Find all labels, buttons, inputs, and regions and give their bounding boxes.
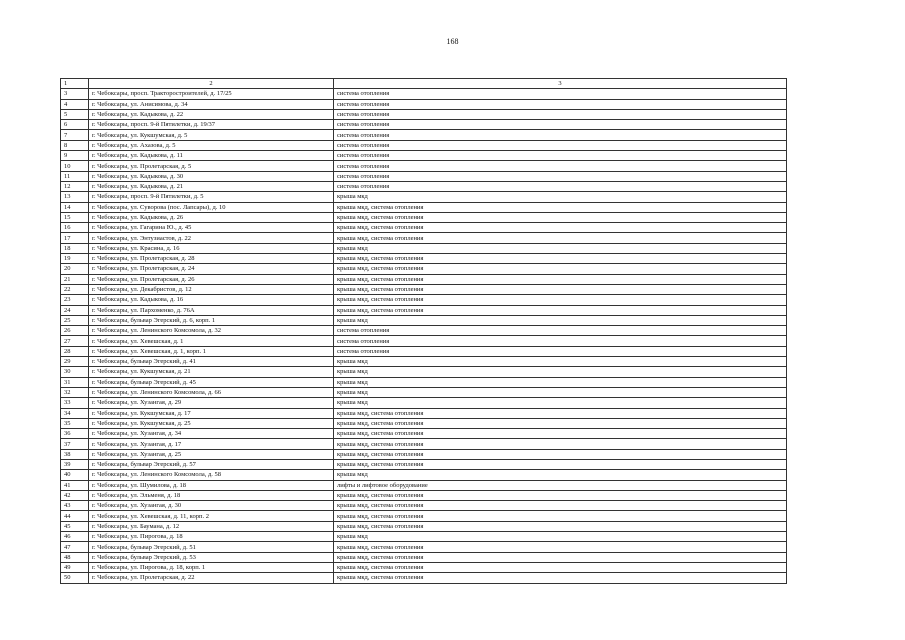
address-cell: г. Чебоксары, ул. Баумана, д. 12 — [89, 521, 334, 531]
column-header-3: 3 — [334, 79, 787, 89]
table-row — [61, 357, 787, 367]
row-number: 49 — [61, 562, 89, 572]
work-type-cell: крыша мкд, система отопления — [334, 501, 787, 511]
repair-table — [60, 78, 787, 584]
table-row — [61, 233, 787, 243]
table-row — [61, 573, 787, 583]
row-number: 24 — [61, 305, 89, 315]
work-type-cell: система отопления — [334, 326, 787, 336]
work-type-cell: крыша мкд, система отопления — [334, 573, 787, 583]
row-number: 6 — [61, 120, 89, 130]
work-type-cell: система отопления — [334, 181, 787, 191]
work-type-cell: крыша мкд, система отопления — [334, 305, 787, 315]
work-type-cell: крыша мкд, система отопления — [334, 264, 787, 274]
table-header — [61, 79, 787, 89]
row-number: 47 — [61, 542, 89, 552]
address-cell: г. Чебоксары, ул. Гагарина Ю., д. 45 — [89, 223, 334, 233]
table-row — [61, 501, 787, 511]
work-type-cell: крыша мкд, система отопления — [334, 542, 787, 552]
address-cell: г. Чебоксары, ул. Кадыкова, д. 26 — [89, 212, 334, 222]
address-cell: г. Чебоксары, ул. Кукшумская, д. 25 — [89, 418, 334, 428]
work-type-cell: крыша мкд — [334, 398, 787, 408]
row-number: 14 — [61, 202, 89, 212]
row-number: 36 — [61, 429, 89, 439]
address-cell: г. Чебоксары, ул. Кадыкова, д. 21 — [89, 181, 334, 191]
row-number: 9 — [61, 151, 89, 161]
table-row — [61, 377, 787, 387]
address-cell: г. Чебоксары, ул. Пролетарская, д. 26 — [89, 274, 334, 284]
work-type-cell: крыша мкд, система отопления — [334, 449, 787, 459]
table-row — [61, 264, 787, 274]
row-number: 42 — [61, 490, 89, 500]
address-cell: г. Чебоксары, ул. Шумилова, д. 18 — [89, 480, 334, 490]
row-number: 40 — [61, 470, 89, 480]
address-cell: г. Чебоксары, ул. Суворова (пос. Лапсары), д. 10 — [89, 202, 334, 212]
table-row — [61, 418, 787, 428]
work-type-cell: система отопления — [334, 130, 787, 140]
table-row — [61, 408, 787, 418]
address-cell: г. Чебоксары, ул. Кадыкова, д. 30 — [89, 171, 334, 181]
table-row — [61, 99, 787, 109]
table-row — [61, 161, 787, 171]
row-number: 33 — [61, 398, 89, 408]
row-number: 29 — [61, 357, 89, 367]
address-cell: г. Чебоксары, ул. Хузангая, д. 34 — [89, 429, 334, 439]
table-row — [61, 490, 787, 500]
work-type-cell: крыша мкд, система отопления — [334, 562, 787, 572]
table-row — [61, 295, 787, 305]
row-number: 28 — [61, 346, 89, 356]
row-number: 27 — [61, 336, 89, 346]
table-row — [61, 284, 787, 294]
table-row — [61, 274, 787, 284]
address-cell: г. Чебоксары, просп. 9-й Пятилетки, д. 19/37 — [89, 120, 334, 130]
address-cell: г. Чебоксары, ул. Анисимова, д. 34 — [89, 99, 334, 109]
address-cell: г. Чебоксары, ул. Пирогова, д. 18 — [89, 532, 334, 542]
table-row — [61, 480, 787, 490]
row-number: 8 — [61, 140, 89, 150]
work-type-cell: система отопления — [334, 120, 787, 130]
work-type-cell: крыша мкд — [334, 192, 787, 202]
work-type-cell: система отопления — [334, 161, 787, 171]
row-number: 16 — [61, 223, 89, 233]
work-type-cell: крыша мкд, система отопления — [334, 202, 787, 212]
row-number: 37 — [61, 439, 89, 449]
table-row — [61, 562, 787, 572]
address-cell: г. Чебоксары, ул. Кукшумская, д. 21 — [89, 367, 334, 377]
row-number: 22 — [61, 284, 89, 294]
row-number: 45 — [61, 521, 89, 531]
table-body — [61, 89, 787, 583]
header-row — [61, 79, 787, 89]
row-number: 17 — [61, 233, 89, 243]
row-number: 35 — [61, 418, 89, 428]
table-row — [61, 109, 787, 119]
address-cell: г. Чебоксары, ул. Красина, д. 16 — [89, 243, 334, 253]
row-number: 41 — [61, 480, 89, 490]
address-cell: г. Чебоксары, ул. Хевешская, д. 1, корп. 1 — [89, 346, 334, 356]
table-row — [61, 439, 787, 449]
table-row — [61, 532, 787, 542]
table-row — [61, 326, 787, 336]
table-row — [61, 192, 787, 202]
address-cell: г. Чебоксары, ул. Пролетарская, д. 24 — [89, 264, 334, 274]
work-type-cell: система отопления — [334, 171, 787, 181]
work-type-cell: крыша мкд — [334, 532, 787, 542]
table-row — [61, 398, 787, 408]
row-number: 15 — [61, 212, 89, 222]
row-number: 32 — [61, 387, 89, 397]
work-type-cell: крыша мкд, система отопления — [334, 521, 787, 531]
work-type-cell: система отопления — [334, 99, 787, 109]
address-cell: г. Чебоксары, ул. Ленинского Комсомола, д. 32 — [89, 326, 334, 336]
table-row — [61, 315, 787, 325]
work-type-cell: крыша мкд, система отопления — [334, 295, 787, 305]
work-type-cell: крыша мкд, система отопления — [334, 408, 787, 418]
address-cell: г. Чебоксары, ул. Кадыкова, д. 16 — [89, 295, 334, 305]
row-number: 38 — [61, 449, 89, 459]
table-row — [61, 181, 787, 191]
work-type-cell: крыша мкд — [334, 387, 787, 397]
address-cell: г. Чебоксары, ул. Хузангая, д. 25 — [89, 449, 334, 459]
table-row — [61, 140, 787, 150]
work-type-cell: крыша мкд, система отопления — [334, 233, 787, 243]
table-row — [61, 120, 787, 130]
address-cell: г. Чебоксары, бульвар Эгерский, д. 57 — [89, 459, 334, 469]
address-cell: г. Чебоксары, просп. Тракторостроителей, д. 17/25 — [89, 89, 334, 99]
address-cell: г. Чебоксары, ул. Пролетарская, д. 22 — [89, 573, 334, 583]
work-type-cell: крыша мкд — [334, 243, 787, 253]
row-number: 23 — [61, 295, 89, 305]
work-type-cell: крыша мкд, система отопления — [334, 418, 787, 428]
row-number: 48 — [61, 552, 89, 562]
table-row — [61, 511, 787, 521]
address-cell: г. Чебоксары, ул. Хевешская, д. 11, корп. 2 — [89, 511, 334, 521]
table-row — [61, 429, 787, 439]
row-number: 43 — [61, 501, 89, 511]
row-number: 3 — [61, 89, 89, 99]
table-row — [61, 470, 787, 480]
table-row — [61, 202, 787, 212]
row-number: 39 — [61, 459, 89, 469]
table-row — [61, 542, 787, 552]
row-number: 5 — [61, 109, 89, 119]
address-cell: г. Чебоксары, бульвар Эгерский, д. 53 — [89, 552, 334, 562]
work-type-cell: крыша мкд, система отопления — [334, 511, 787, 521]
table-row — [61, 336, 787, 346]
table-row — [61, 89, 787, 99]
address-cell: г. Чебоксары, ул. Энтузиастов, д. 22 — [89, 233, 334, 243]
address-cell: г. Чебоксары, ул. Ленинского Комсомола, д. 66 — [89, 387, 334, 397]
table-row — [61, 223, 787, 233]
row-number: 18 — [61, 243, 89, 253]
table-row — [61, 305, 787, 315]
work-type-cell: крыша мкд, система отопления — [334, 254, 787, 264]
row-number: 4 — [61, 99, 89, 109]
address-cell: г. Чебоксары, бульвар Эгерский, д. 45 — [89, 377, 334, 387]
work-type-cell: крыша мкд, система отопления — [334, 439, 787, 449]
row-number: 31 — [61, 377, 89, 387]
row-number: 12 — [61, 181, 89, 191]
address-cell: г. Чебоксары, бульвар Эгерский, д. 41 — [89, 357, 334, 367]
work-type-cell: крыша мкд, система отопления — [334, 223, 787, 233]
work-type-cell: лифты и лифтовое оборудование — [334, 480, 787, 490]
row-number: 44 — [61, 511, 89, 521]
table-row — [61, 130, 787, 140]
row-number: 25 — [61, 315, 89, 325]
address-cell: г. Чебоксары, ул. Кадыкова, д. 22 — [89, 109, 334, 119]
address-cell: г. Чебоксары, ул. Хузангая, д. 29 — [89, 398, 334, 408]
table-row — [61, 151, 787, 161]
address-cell: г. Чебоксары, ул. Хевешская, д. 1 — [89, 336, 334, 346]
address-cell: г. Чебоксары, ул. Ахазова, д. 5 — [89, 140, 334, 150]
row-number: 46 — [61, 532, 89, 542]
row-number: 10 — [61, 161, 89, 171]
work-type-cell: крыша мкд — [334, 377, 787, 387]
work-type-cell: крыша мкд, система отопления — [334, 459, 787, 469]
address-cell: г. Чебоксары, ул. Пархоменко, д. 76А — [89, 305, 334, 315]
address-cell: г. Чебоксары, бульвар Эгерский, д. 6, корп. 1 — [89, 315, 334, 325]
table-row — [61, 459, 787, 469]
table-row — [61, 552, 787, 562]
work-type-cell: крыша мкд, система отопления — [334, 490, 787, 500]
address-cell: г. Чебоксары, ул. Пролетарская, д. 28 — [89, 254, 334, 264]
work-type-cell: крыша мкд — [334, 367, 787, 377]
address-cell: г. Чебоксары, ул. Эльменя, д. 18 — [89, 490, 334, 500]
table-row — [61, 521, 787, 531]
row-number: 34 — [61, 408, 89, 418]
column-header-2: 2 — [89, 79, 334, 89]
address-cell: г. Чебоксары, ул. Хузангая, д. 17 — [89, 439, 334, 449]
table-row — [61, 254, 787, 264]
address-cell: г. Чебоксары, ул. Пролетарская, д. 5 — [89, 161, 334, 171]
address-cell: г. Чебоксары, бульвар Эгерский, д. 51 — [89, 542, 334, 552]
table-row — [61, 171, 787, 181]
table-row — [61, 212, 787, 222]
row-number: 7 — [61, 130, 89, 140]
row-number: 30 — [61, 367, 89, 377]
address-cell: г. Чебоксары, ул. Хузангая, д. 30 — [89, 501, 334, 511]
work-type-cell: система отопления — [334, 140, 787, 150]
address-cell: г. Чебоксары, ул. Ленинского Комсомола, д. 58 — [89, 470, 334, 480]
work-type-cell: крыша мкд — [334, 357, 787, 367]
table-row — [61, 387, 787, 397]
address-cell: г. Чебоксары, ул. Кукшумская, д. 5 — [89, 130, 334, 140]
work-type-cell: система отопления — [334, 89, 787, 99]
address-cell: г. Чебоксары, ул. Декабристов, д. 12 — [89, 284, 334, 294]
row-number: 26 — [61, 326, 89, 336]
table-row — [61, 243, 787, 253]
work-type-cell: крыша мкд, система отопления — [334, 284, 787, 294]
table-row — [61, 346, 787, 356]
address-cell: г. Чебоксары, ул. Кадыкова, д. 11 — [89, 151, 334, 161]
work-type-cell: система отопления — [334, 151, 787, 161]
work-type-cell: крыша мкд, система отопления — [334, 552, 787, 562]
table-row — [61, 449, 787, 459]
address-cell: г. Чебоксары, ул. Пирогова, д. 18, корп. 1 — [89, 562, 334, 572]
work-type-cell: крыша мкд — [334, 315, 787, 325]
table-row — [61, 367, 787, 377]
row-number: 50 — [61, 573, 89, 583]
row-number: 21 — [61, 274, 89, 284]
work-type-cell: крыша мкд, система отопления — [334, 274, 787, 284]
row-number: 19 — [61, 254, 89, 264]
address-cell: г. Чебоксары, ул. Кукшумская, д. 17 — [89, 408, 334, 418]
address-cell: г. Чебоксары, просп. 9-й Пятилетки, д. 5 — [89, 192, 334, 202]
page-number: 168 — [446, 37, 459, 46]
work-type-cell: система отопления — [334, 336, 787, 346]
row-number: 11 — [61, 171, 89, 181]
column-header-1: 1 — [61, 79, 89, 89]
work-type-cell: крыша мкд, система отопления — [334, 212, 787, 222]
work-type-cell: система отопления — [334, 346, 787, 356]
work-type-cell: крыша мкд, система отопления — [334, 429, 787, 439]
row-number: 20 — [61, 264, 89, 274]
row-number: 13 — [61, 192, 89, 202]
work-type-cell: система отопления — [334, 109, 787, 119]
work-type-cell: крыша мкд — [334, 470, 787, 480]
